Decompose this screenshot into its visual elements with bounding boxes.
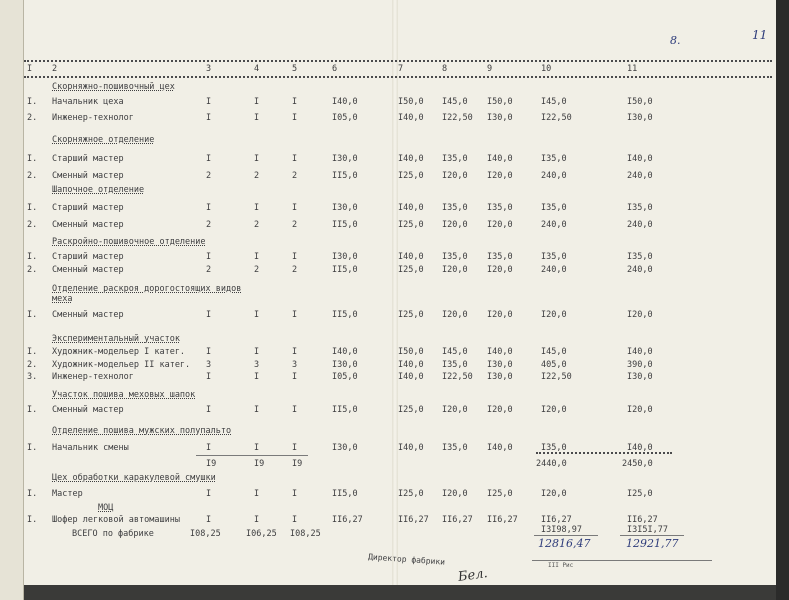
cell-col-6: I30,0: [332, 203, 358, 213]
cell-col-10: 240,0: [541, 220, 567, 230]
cell-col-7: II6,27: [398, 515, 429, 525]
cell-col-5: I: [292, 372, 298, 382]
cell-col-10: 240,0: [541, 265, 567, 275]
scan-border: [776, 0, 789, 600]
cell-col-8: I20,0: [442, 220, 468, 230]
cell-col-11: I30,0: [627, 113, 653, 123]
position-name: Старший мастер: [52, 203, 124, 213]
cell-col-3: I: [206, 405, 212, 415]
subtotal-col-11: 2450,0: [622, 459, 653, 469]
cell-col-11: 240,0: [627, 220, 653, 230]
cell-col-5: I: [292, 347, 298, 357]
cell-col-4: I: [254, 489, 260, 499]
cell-col-3: I: [206, 252, 212, 262]
subtotal-col-5: I9: [292, 459, 303, 469]
section-title: Отделение пошива мужских полупальто: [52, 426, 232, 436]
cell-col-11: I25,0: [627, 489, 653, 499]
position-name: Начальник цеха: [52, 97, 124, 107]
cell-col-3: I: [206, 97, 212, 107]
cell-col-6: I40,0: [332, 347, 358, 357]
position-name: Старший мастер: [52, 154, 124, 164]
position-name: Инженер-технолог: [52, 113, 134, 123]
cell-col-6: I30,0: [332, 252, 358, 262]
cell-col-10: I35,0: [541, 252, 567, 262]
cell-col-11: I35,0: [627, 252, 653, 262]
column-number-2: 2: [52, 64, 58, 74]
cell-col-7: I40,0: [398, 372, 424, 382]
cell-col-8: I35,0: [442, 154, 468, 164]
cell-col-8: I35,0: [442, 360, 468, 370]
cell-col-11: I40,0: [627, 154, 653, 164]
cell-col-11: 240,0: [627, 171, 653, 181]
cell-col-11: 390,0: [627, 360, 653, 370]
cell-col-9: I40,0: [487, 347, 513, 357]
row-number: 2.: [27, 113, 38, 123]
cell-col-10: I35,0: [541, 203, 567, 213]
cell-col-11: I40,0: [627, 347, 653, 357]
cell-col-6: II5,0: [332, 220, 358, 230]
cell-col-7: I40,0: [398, 113, 424, 123]
row-number: 3.: [27, 372, 38, 382]
total-handwritten-col-11: 12921,77: [626, 537, 679, 550]
row-number: I.: [27, 203, 38, 213]
cell-col-10: II6,27: [541, 515, 572, 525]
cell-col-11: II6,27: [627, 515, 658, 525]
cell-col-5: 2: [292, 220, 298, 230]
cell-col-10: I45,0: [541, 347, 567, 357]
cell-col-9: I40,0: [487, 154, 513, 164]
cell-col-3: 2: [206, 220, 212, 230]
cell-col-3: I: [206, 203, 212, 213]
cell-col-7: I50,0: [398, 97, 424, 107]
cell-col-6: II6,27: [332, 515, 363, 525]
cell-col-10: I22,50: [541, 113, 572, 123]
cell-col-6: I05,0: [332, 372, 358, 382]
row-number: I.: [27, 347, 38, 357]
cell-col-9: I20,0: [487, 265, 513, 275]
total-col-4: I06,25: [246, 529, 277, 539]
cell-col-5: I: [292, 405, 298, 415]
cell-col-7: I40,0: [398, 443, 424, 453]
cell-col-5: 2: [292, 265, 298, 275]
row-number: I.: [27, 154, 38, 164]
position-name: Старший мастер: [52, 252, 124, 262]
cell-col-3: I: [206, 515, 212, 525]
cell-col-4: 2: [254, 265, 260, 275]
column-number-6: 6: [332, 64, 338, 74]
cell-col-11: I20,0: [627, 310, 653, 320]
column-number-8: 8: [442, 64, 448, 74]
subtotal-underline: [196, 455, 308, 456]
row-number: 2.: [27, 360, 38, 370]
cell-col-7: I25,0: [398, 265, 424, 275]
cell-col-4: 3: [254, 360, 260, 370]
cell-col-11: I50,0: [627, 97, 653, 107]
position-name: Сменный мастер: [52, 220, 124, 230]
handwritten-total-rule: [620, 535, 684, 536]
cell-col-4: I: [254, 97, 260, 107]
cell-col-5: 3: [292, 360, 298, 370]
cell-col-9: I35,0: [487, 252, 513, 262]
cell-col-4: I: [254, 405, 260, 415]
row-number: I.: [27, 443, 38, 453]
cell-col-10: I20,0: [541, 489, 567, 499]
subtotal-rule: [536, 452, 672, 454]
header-top-rule: [24, 60, 772, 62]
cell-col-8: I20,0: [442, 265, 468, 275]
cell-col-8: I45,0: [442, 347, 468, 357]
position-name: Сменный мастер: [52, 405, 124, 415]
cell-col-4: I: [254, 347, 260, 357]
cell-col-3: I: [206, 347, 212, 357]
cell-col-4: I: [254, 154, 260, 164]
signature-line: [532, 560, 712, 561]
cell-col-6: I05,0: [332, 113, 358, 123]
cell-col-8: I20,0: [442, 489, 468, 499]
section-title: МОЦ: [98, 503, 114, 513]
cell-col-10: 240,0: [541, 171, 567, 181]
cell-col-7: I25,0: [398, 310, 424, 320]
cell-col-7: I25,0: [398, 405, 424, 415]
cell-col-6: II5,0: [332, 265, 358, 275]
row-number: 2.: [27, 265, 38, 275]
section-title: Отделение раскроя дорогостоящих видов меха: [52, 284, 242, 304]
position-name: Сменный мастер: [52, 310, 124, 320]
cell-col-5: I: [292, 154, 298, 164]
total-typed-col-10: I3I98,97: [541, 525, 582, 535]
row-number: I.: [27, 310, 38, 320]
cell-col-6: I30,0: [332, 360, 358, 370]
section-title: Раскройно-пошивочное отделение: [52, 237, 206, 247]
total-typed-col-11: I3I5I,77: [627, 525, 668, 535]
handwritten-total-rule: [534, 535, 598, 536]
row-number: I.: [27, 515, 38, 525]
cell-col-6: II5,0: [332, 310, 358, 320]
cell-col-5: I: [292, 97, 298, 107]
cell-col-10: I35,0: [541, 443, 567, 453]
cell-col-5: I: [292, 113, 298, 123]
cell-col-3: 2: [206, 265, 212, 275]
cell-col-10: I20,0: [541, 310, 567, 320]
cell-col-7: I40,0: [398, 252, 424, 262]
cell-col-4: I: [254, 113, 260, 123]
cell-col-4: 2: [254, 220, 260, 230]
director-label: Директор фабрики: [367, 552, 446, 567]
cell-col-6: II5,0: [332, 171, 358, 181]
section-title: Цех обработки каракулевой смушки: [52, 473, 216, 483]
cell-col-3: I: [206, 443, 212, 453]
cell-col-3: I: [206, 489, 212, 499]
section-title: Шапочное отделение: [52, 185, 145, 195]
cell-col-7: I25,0: [398, 489, 424, 499]
cell-col-8: I45,0: [442, 97, 468, 107]
cell-col-7: I40,0: [398, 360, 424, 370]
cell-col-9: I25,0: [487, 489, 513, 499]
cell-col-3: I: [206, 310, 212, 320]
previous-page-edge: [0, 0, 24, 600]
position-name: Начальник смены: [52, 443, 129, 453]
cell-col-3: I: [206, 372, 212, 382]
position-name: Шофер легковой автомашины: [52, 515, 180, 525]
section-title: Экспериментальный участок: [52, 334, 180, 344]
total-label: ВСЕГО по фабрике: [72, 529, 154, 539]
cell-col-3: 2: [206, 171, 212, 181]
row-number: 2.: [27, 220, 38, 230]
column-number-10: 10: [541, 64, 552, 74]
cell-col-4: I: [254, 203, 260, 213]
total-col-5: I08,25: [290, 529, 321, 539]
position-name: Инженер-технолог: [52, 372, 134, 382]
cell-col-11: I20,0: [627, 405, 653, 415]
cell-col-9: I30,0: [487, 360, 513, 370]
cell-col-7: I50,0: [398, 347, 424, 357]
cell-col-6: I40,0: [332, 97, 358, 107]
cell-col-10: 405,0: [541, 360, 567, 370]
cell-col-10: I20,0: [541, 405, 567, 415]
position-name: Сменный мастер: [52, 171, 124, 181]
cell-col-5: I: [292, 252, 298, 262]
page-number: 11: [752, 28, 768, 42]
cell-col-10: I35,0: [541, 154, 567, 164]
cell-col-8: I35,0: [442, 203, 468, 213]
cell-col-5: I: [292, 489, 298, 499]
cell-col-4: 2: [254, 171, 260, 181]
cell-col-11: I40,0: [627, 443, 653, 453]
cell-col-7: I25,0: [398, 220, 424, 230]
cell-col-9: I40,0: [487, 443, 513, 453]
cell-col-9: I30,0: [487, 113, 513, 123]
cell-col-9: I20,0: [487, 171, 513, 181]
cell-col-4: I: [254, 443, 260, 453]
cell-col-8: I20,0: [442, 310, 468, 320]
total-handwritten-col-10: 12816,47: [538, 537, 591, 550]
cell-col-9: I20,0: [487, 220, 513, 230]
cell-col-9: II6,27: [487, 515, 518, 525]
cell-col-4: I: [254, 515, 260, 525]
position-name: Художник-модельер I катег.: [52, 347, 186, 357]
cell-col-5: I: [292, 310, 298, 320]
cell-col-6: II5,0: [332, 405, 358, 415]
row-number: I.: [27, 489, 38, 499]
cell-col-10: I22,50: [541, 372, 572, 382]
cell-col-8: I35,0: [442, 252, 468, 262]
director-signature: Бел.: [457, 566, 489, 585]
cell-col-9: I30,0: [487, 372, 513, 382]
row-number: 2.: [27, 171, 38, 181]
cell-col-7: I40,0: [398, 203, 424, 213]
position-name: Сменный мастер: [52, 265, 124, 275]
cell-col-5: I: [292, 443, 298, 453]
cell-col-8: I22,50: [442, 113, 473, 123]
position-name: Мастер: [52, 489, 83, 499]
cell-col-8: II6,27: [442, 515, 473, 525]
cell-col-8: I20,0: [442, 405, 468, 415]
row-number: I.: [27, 97, 38, 107]
row-number: I.: [27, 252, 38, 262]
cell-col-6: II5,0: [332, 489, 358, 499]
cell-col-6: I30,0: [332, 154, 358, 164]
cell-col-5: I: [292, 203, 298, 213]
section-title: Скорняжное отделение: [52, 135, 155, 145]
subtotal-col-10: 2440,0: [536, 459, 567, 469]
cell-col-8: I22,50: [442, 372, 473, 382]
column-number-9: 9: [487, 64, 493, 74]
cell-col-7: I40,0: [398, 154, 424, 164]
column-number-7: 7: [398, 64, 404, 74]
cell-col-9: I35,0: [487, 203, 513, 213]
cell-col-5: 2: [292, 171, 298, 181]
column-number-5: 5: [292, 64, 298, 74]
cell-col-6: I30,0: [332, 443, 358, 453]
column-number-4: 4: [254, 64, 260, 74]
header-bottom-rule: [24, 76, 772, 78]
cell-col-9: I50,0: [487, 97, 513, 107]
cell-col-11: 240,0: [627, 265, 653, 275]
subtotal-col-3: I9: [206, 459, 217, 469]
cell-col-11: I35,0: [627, 203, 653, 213]
cell-col-5: I: [292, 515, 298, 525]
subtotal-col-4: I9: [254, 459, 265, 469]
section-title: Скорняжно-пошивочный цех: [52, 82, 175, 92]
cell-col-7: I25,0: [398, 171, 424, 181]
cell-col-9: I20,0: [487, 310, 513, 320]
cell-col-9: I20,0: [487, 405, 513, 415]
cell-col-4: I: [254, 252, 260, 262]
cell-col-3: I: [206, 154, 212, 164]
cell-col-4: I: [254, 372, 260, 382]
column-number-1: I: [27, 64, 33, 74]
cell-col-11: I30,0: [627, 372, 653, 382]
page-mark: 8.: [670, 34, 681, 47]
section-title: Участок пошива меховых шапок: [52, 390, 196, 400]
cell-col-8: I20,0: [442, 171, 468, 181]
cell-col-3: I: [206, 113, 212, 123]
cell-col-4: I: [254, 310, 260, 320]
cell-col-10: I45,0: [541, 97, 567, 107]
total-col-3: I08,25: [190, 529, 221, 539]
position-name: Художник-модельер II катег.: [52, 360, 191, 370]
cell-col-3: 3: [206, 360, 212, 370]
column-number-11: 11: [627, 64, 638, 74]
stamp-text: III Рис: [548, 562, 574, 569]
cell-col-8: I35,0: [442, 443, 468, 453]
column-number-3: 3: [206, 64, 212, 74]
row-number: I.: [27, 405, 38, 415]
